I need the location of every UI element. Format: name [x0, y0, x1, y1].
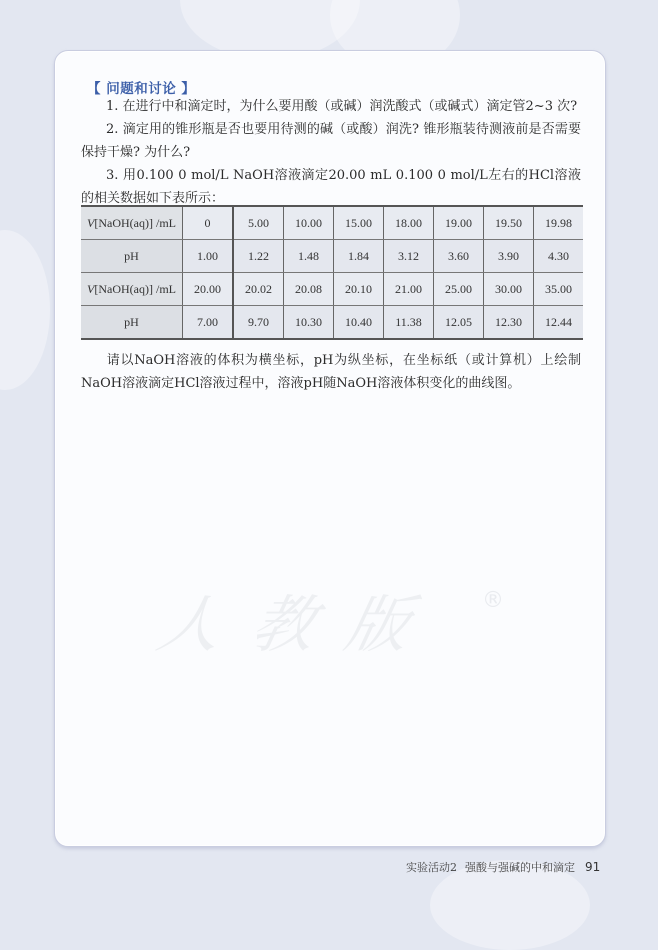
question-1-text: 1. 在进行中和滴定时，为什么要用酸（或碱）润洗酸式（或碱式）滴定管2~3 次? [106, 99, 578, 114]
page-number: 91 [585, 860, 601, 874]
table-cell: 1.22 [233, 240, 284, 273]
table-cell: 35.00 [534, 273, 584, 306]
table-row [81, 206, 583, 240]
table-cell: 10.40 [334, 306, 384, 340]
table-cell: 20.02 [233, 273, 284, 306]
table-cell: 19.50 [484, 206, 534, 240]
section-heading: 【 问题和讨论 】 [87, 81, 196, 97]
table-cell: 0 [183, 206, 234, 240]
question-2 [81, 118, 581, 164]
table-cell: 11.38 [384, 306, 434, 340]
table-cell: 19.00 [434, 206, 484, 240]
table-cell: 1.48 [284, 240, 334, 273]
table-cell: 5.00 [233, 206, 284, 240]
table-cell: 3.90 [484, 240, 534, 273]
background-decoration [0, 230, 50, 390]
volume-unit: [NaOH(aq)] /mL [94, 281, 176, 296]
question-3-text: 3. 用0.100 0 mol/L NaOH溶液滴定20.00 mL 0.100 0 mol/L左右的HCl溶液的相关数据如下表所示： [81, 168, 581, 206]
question-2-text: 2. 滴定用的锥形瓶是否也要用待测的碱（或酸）润洗? 锥形瓶装待测液前是否需要保持干燥? 为什么? [81, 122, 581, 160]
page-footer [406, 859, 600, 875]
table-cell: 10.30 [284, 306, 334, 340]
table-cell: 25.00 [434, 273, 484, 306]
table-cell: 3.60 [434, 240, 484, 273]
table-cell: 12.30 [484, 306, 534, 340]
table-cell: 10.00 [284, 206, 334, 240]
registered-mark: ® [482, 588, 504, 613]
instruction-paragraph [81, 349, 581, 395]
table-cell: 1.84 [334, 240, 384, 273]
table-row [81, 273, 583, 306]
instruction-text: 请以NaOH溶液的体积为横坐标，pH为纵坐标，在坐标纸（或计算机）上绘制NaOH溶液滴定HCl溶液过程中，溶液pH随NaOH溶液体积变化的曲线图。 [81, 353, 581, 391]
volume-symbol: V [87, 215, 95, 230]
table-cell: 12.44 [534, 306, 584, 340]
table-cell: 4.30 [534, 240, 584, 273]
table-cell: 19.98 [534, 206, 584, 240]
table-cell: 7.00 [183, 306, 234, 340]
publisher-watermark: 人教版 [151, 588, 449, 661]
volume-unit: [NaOH(aq)] /mL [94, 215, 176, 230]
footer-chapter: 实验活动2 [406, 861, 457, 874]
table-cell: 30.00 [484, 273, 534, 306]
table-cell: 20.08 [284, 273, 334, 306]
row-label-volume [81, 273, 183, 306]
titration-data-table [81, 205, 583, 340]
row-label-ph: pH [81, 240, 183, 273]
footer-title: 强酸与强碱的中和滴定 [465, 861, 575, 874]
table-cell: 12.05 [434, 306, 484, 340]
table-cell: 18.00 [384, 206, 434, 240]
table-cell: 1.00 [183, 240, 234, 273]
question-1 [81, 95, 581, 118]
table-cell: 9.70 [233, 306, 284, 340]
table-cell: 20.00 [183, 273, 234, 306]
table-cell: 3.12 [384, 240, 434, 273]
volume-symbol: V [87, 281, 95, 296]
row-label-volume [81, 206, 183, 240]
table-row [81, 240, 583, 273]
table-cell: 15.00 [334, 206, 384, 240]
row-label-ph: pH [81, 306, 183, 340]
table-cell: 21.00 [384, 273, 434, 306]
table-row [81, 306, 583, 340]
question-3 [81, 164, 581, 210]
table-cell: 20.10 [334, 273, 384, 306]
